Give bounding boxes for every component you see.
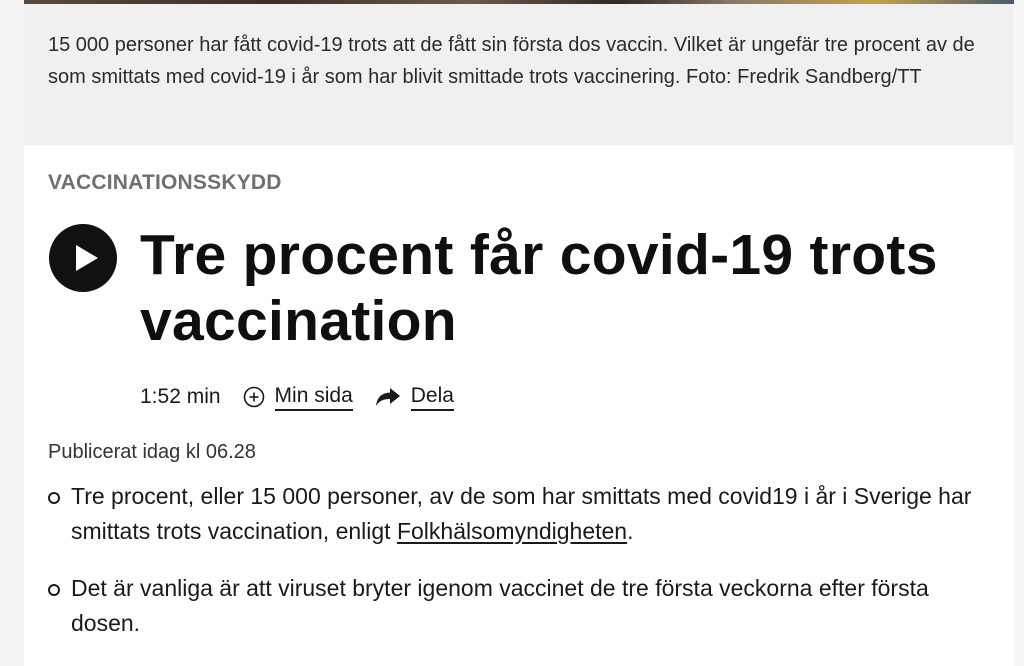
photo-caption xyxy=(24,4,1014,145)
article-kicker: VACCINATIONSSKYDD xyxy=(48,171,282,194)
my-page-label: Min sida xyxy=(275,384,353,411)
photo-caption-text: 15 000 personer har fått covid-19 trots att de fått sin första dos vaccin. Vilket är ungefär tre procent av de som smittats med covid-19 i år som har blivit smittade trots vaccinering. Foto: Fredrik Sandberg/TT xyxy=(48,34,975,88)
share-label: Dela xyxy=(411,384,454,411)
bullet-icon xyxy=(48,492,60,504)
folkhalsomyndigheten-link[interactable]: Folkhälsomyndigheten xyxy=(396,518,628,544)
share-arrow-icon xyxy=(375,387,401,407)
list-item-text: Tre procent, eller 15 000 personer, av de som har smittats med covid19 i år i Sverige har smittats trots vaccination, enligt xyxy=(71,483,972,544)
play-audio-button[interactable] xyxy=(49,224,117,292)
article-body xyxy=(24,145,1014,666)
share-button[interactable] xyxy=(375,384,454,411)
article-meta-row xyxy=(140,380,476,414)
summary-list xyxy=(48,479,988,663)
list-item xyxy=(48,479,988,549)
list-item-text-end: . xyxy=(627,518,634,544)
article-headline: Tre procent får covid-19 trots vaccination xyxy=(140,223,938,353)
published-time: Publicerat idag kl 06.28 xyxy=(48,441,256,463)
bullet-icon xyxy=(48,584,60,596)
list-item xyxy=(48,571,988,641)
list-item-text: Det är vanliga är att viruset bryter igenom vaccinet de tre första veckorna efter första dosen. xyxy=(71,575,929,636)
add-to-my-page-button[interactable] xyxy=(243,384,353,411)
page-edge xyxy=(1014,0,1024,666)
plus-circle-icon xyxy=(243,386,265,408)
audio-duration: 1:52 min xyxy=(140,385,221,408)
play-icon xyxy=(49,224,117,292)
